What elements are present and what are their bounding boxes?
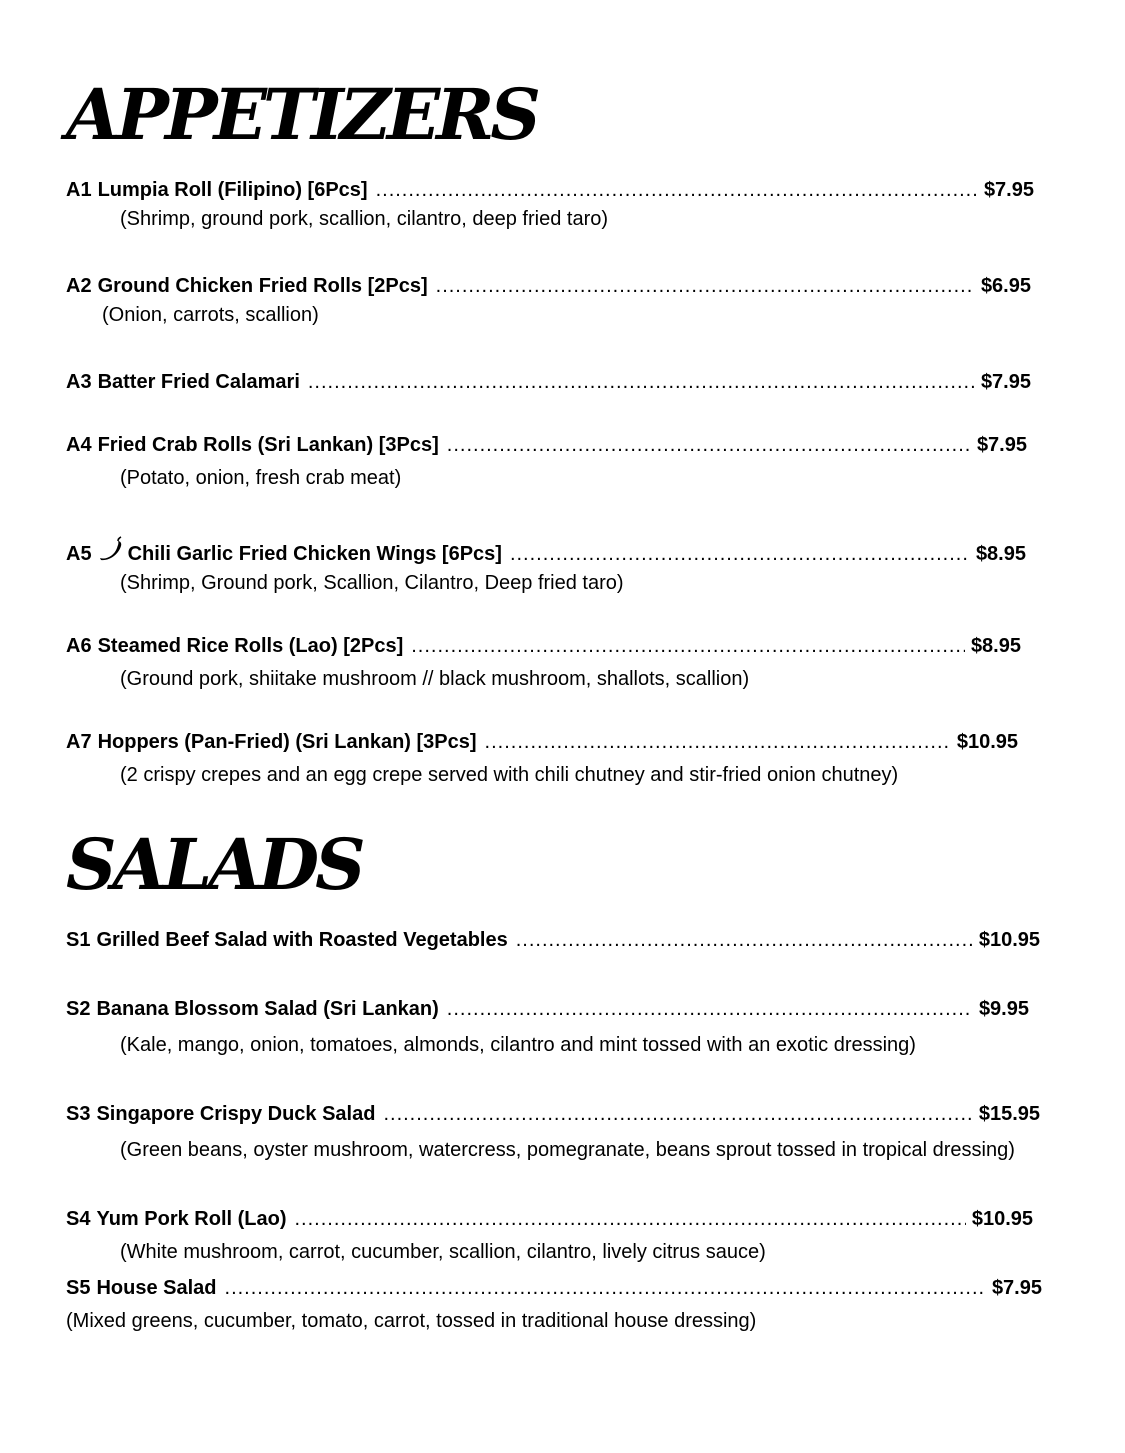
item-name: Chili Garlic Fried Chicken Wings [6Pcs] bbox=[127, 543, 502, 564]
item-title bbox=[66, 995, 447, 1023]
item-name: Banana Blossom Salad (Sri Lankan) bbox=[96, 998, 439, 1020]
item-name: Singapore Crispy Duck Salad bbox=[96, 1103, 376, 1125]
item-description: (Shrimp, ground pork, scallion, cilantro, deep fried taro) bbox=[120, 208, 609, 230]
menu-item-s1 bbox=[66, 926, 1040, 954]
item-title bbox=[66, 632, 411, 660]
item-price: $7.95 bbox=[980, 371, 1031, 393]
item-name: Grilled Beef Salad with Roasted Vegetables bbox=[96, 929, 508, 951]
dot-leader bbox=[308, 368, 975, 396]
item-code: S1 bbox=[66, 929, 91, 951]
dot-leader bbox=[295, 1205, 966, 1233]
dot-leader bbox=[516, 926, 973, 954]
item-description: (Onion, carrots, scallion) bbox=[102, 304, 319, 326]
item-code: S2 bbox=[66, 998, 91, 1020]
item-title bbox=[66, 728, 485, 756]
item-code: A1 bbox=[66, 179, 92, 201]
menu-item-a6 bbox=[66, 632, 1021, 660]
menu-item-a2 bbox=[66, 272, 1031, 300]
item-price: $10.95 bbox=[956, 731, 1018, 753]
dot-leader bbox=[436, 272, 975, 300]
dot-leader bbox=[510, 540, 970, 564]
item-code: A2 bbox=[66, 275, 92, 297]
dot-leader bbox=[383, 1100, 972, 1128]
item-price: $15.95 bbox=[978, 1103, 1040, 1125]
item-price: $9.95 bbox=[978, 998, 1029, 1020]
dot-leader bbox=[225, 1274, 986, 1302]
item-price: $7.95 bbox=[983, 179, 1034, 201]
menu-item-s2 bbox=[66, 995, 1029, 1023]
dot-leader bbox=[485, 728, 951, 756]
item-description: (Green beans, oyster mushroom, watercress, pomegranate, beans sprout tossed in tropical dressing) bbox=[120, 1139, 1015, 1161]
item-name: Lumpia Roll (Filipino) [6Pcs] bbox=[97, 179, 368, 201]
item-price: $10.95 bbox=[978, 929, 1040, 951]
item-name: Yum Pork Roll (Lao) bbox=[96, 1208, 287, 1230]
item-description: (Shrimp, Ground pork, Scallion, Cilantro, Deep fried taro) bbox=[120, 572, 624, 594]
item-price: $7.95 bbox=[976, 434, 1027, 456]
item-price: $8.95 bbox=[970, 635, 1021, 657]
salads-heading: SALADS bbox=[66, 823, 362, 906]
dot-leader bbox=[447, 431, 971, 459]
item-code: A7 bbox=[66, 731, 92, 753]
menu-item-s3 bbox=[66, 1100, 1040, 1128]
chili-pepper-icon bbox=[98, 536, 124, 564]
item-description: (Mixed greens, cucumber, tomato, carrot, tossed in traditional house dressing) bbox=[66, 1310, 757, 1332]
item-title bbox=[66, 1205, 295, 1233]
item-title bbox=[66, 1274, 225, 1302]
item-code: A3 bbox=[66, 371, 92, 393]
item-name: Hoppers (Pan-Fried) (Sri Lankan) [3Pcs] bbox=[97, 731, 477, 753]
item-code: A6 bbox=[66, 635, 92, 657]
item-name: Steamed Rice Rolls (Lao) [2Pcs] bbox=[97, 635, 404, 657]
menu-item-s4 bbox=[66, 1205, 1033, 1233]
item-price: $7.95 bbox=[991, 1277, 1042, 1299]
item-title bbox=[66, 176, 376, 204]
item-code: S5 bbox=[66, 1277, 91, 1299]
item-description: (Kale, mango, onion, tomatoes, almonds, cilantro and mint tossed with an exotic dressing) bbox=[120, 1034, 916, 1056]
menu-item-a4 bbox=[66, 431, 1027, 459]
menu-item-a5 bbox=[66, 536, 1026, 564]
item-title bbox=[66, 536, 510, 564]
item-code: S4 bbox=[66, 1208, 91, 1230]
item-title bbox=[66, 926, 516, 954]
dot-leader bbox=[376, 176, 978, 204]
item-price: $6.95 bbox=[980, 275, 1031, 297]
item-name: Fried Crab Rolls (Sri Lankan) [3Pcs] bbox=[97, 434, 439, 456]
item-title bbox=[66, 431, 447, 459]
item-price: $10.95 bbox=[971, 1208, 1033, 1230]
dot-leader bbox=[447, 995, 973, 1023]
menu-item-a3 bbox=[66, 368, 1031, 396]
item-title bbox=[66, 368, 308, 396]
item-code: S3 bbox=[66, 1103, 91, 1125]
menu-item-a1 bbox=[66, 176, 1034, 204]
item-description: (Potato, onion, fresh crab meat) bbox=[120, 467, 402, 489]
item-description: (Ground pork, shiitake mushroom // black mushroom, shallots, scallion) bbox=[120, 668, 750, 690]
appetizers-heading: APPETIZERS bbox=[66, 73, 537, 156]
item-title bbox=[66, 272, 436, 300]
menu-item-s5 bbox=[66, 1274, 1042, 1302]
item-price: $8.95 bbox=[975, 543, 1026, 564]
item-name: Batter Fried Calamari bbox=[97, 371, 300, 393]
item-title bbox=[66, 1100, 383, 1128]
item-code: A4 bbox=[66, 434, 92, 456]
item-name: House Salad bbox=[96, 1277, 217, 1299]
menu-item-a7 bbox=[66, 728, 1018, 756]
item-code: A5 bbox=[66, 543, 92, 564]
item-name: Ground Chicken Fried Rolls [2Pcs] bbox=[97, 275, 428, 297]
item-description: (White mushroom, carrot, cucumber, scallion, cilantro, lively citrus sauce) bbox=[120, 1241, 766, 1263]
item-description: (2 crispy crepes and an egg crepe served with chili chutney and stir-fried onion chutney) bbox=[120, 764, 899, 786]
dot-leader bbox=[411, 632, 965, 660]
